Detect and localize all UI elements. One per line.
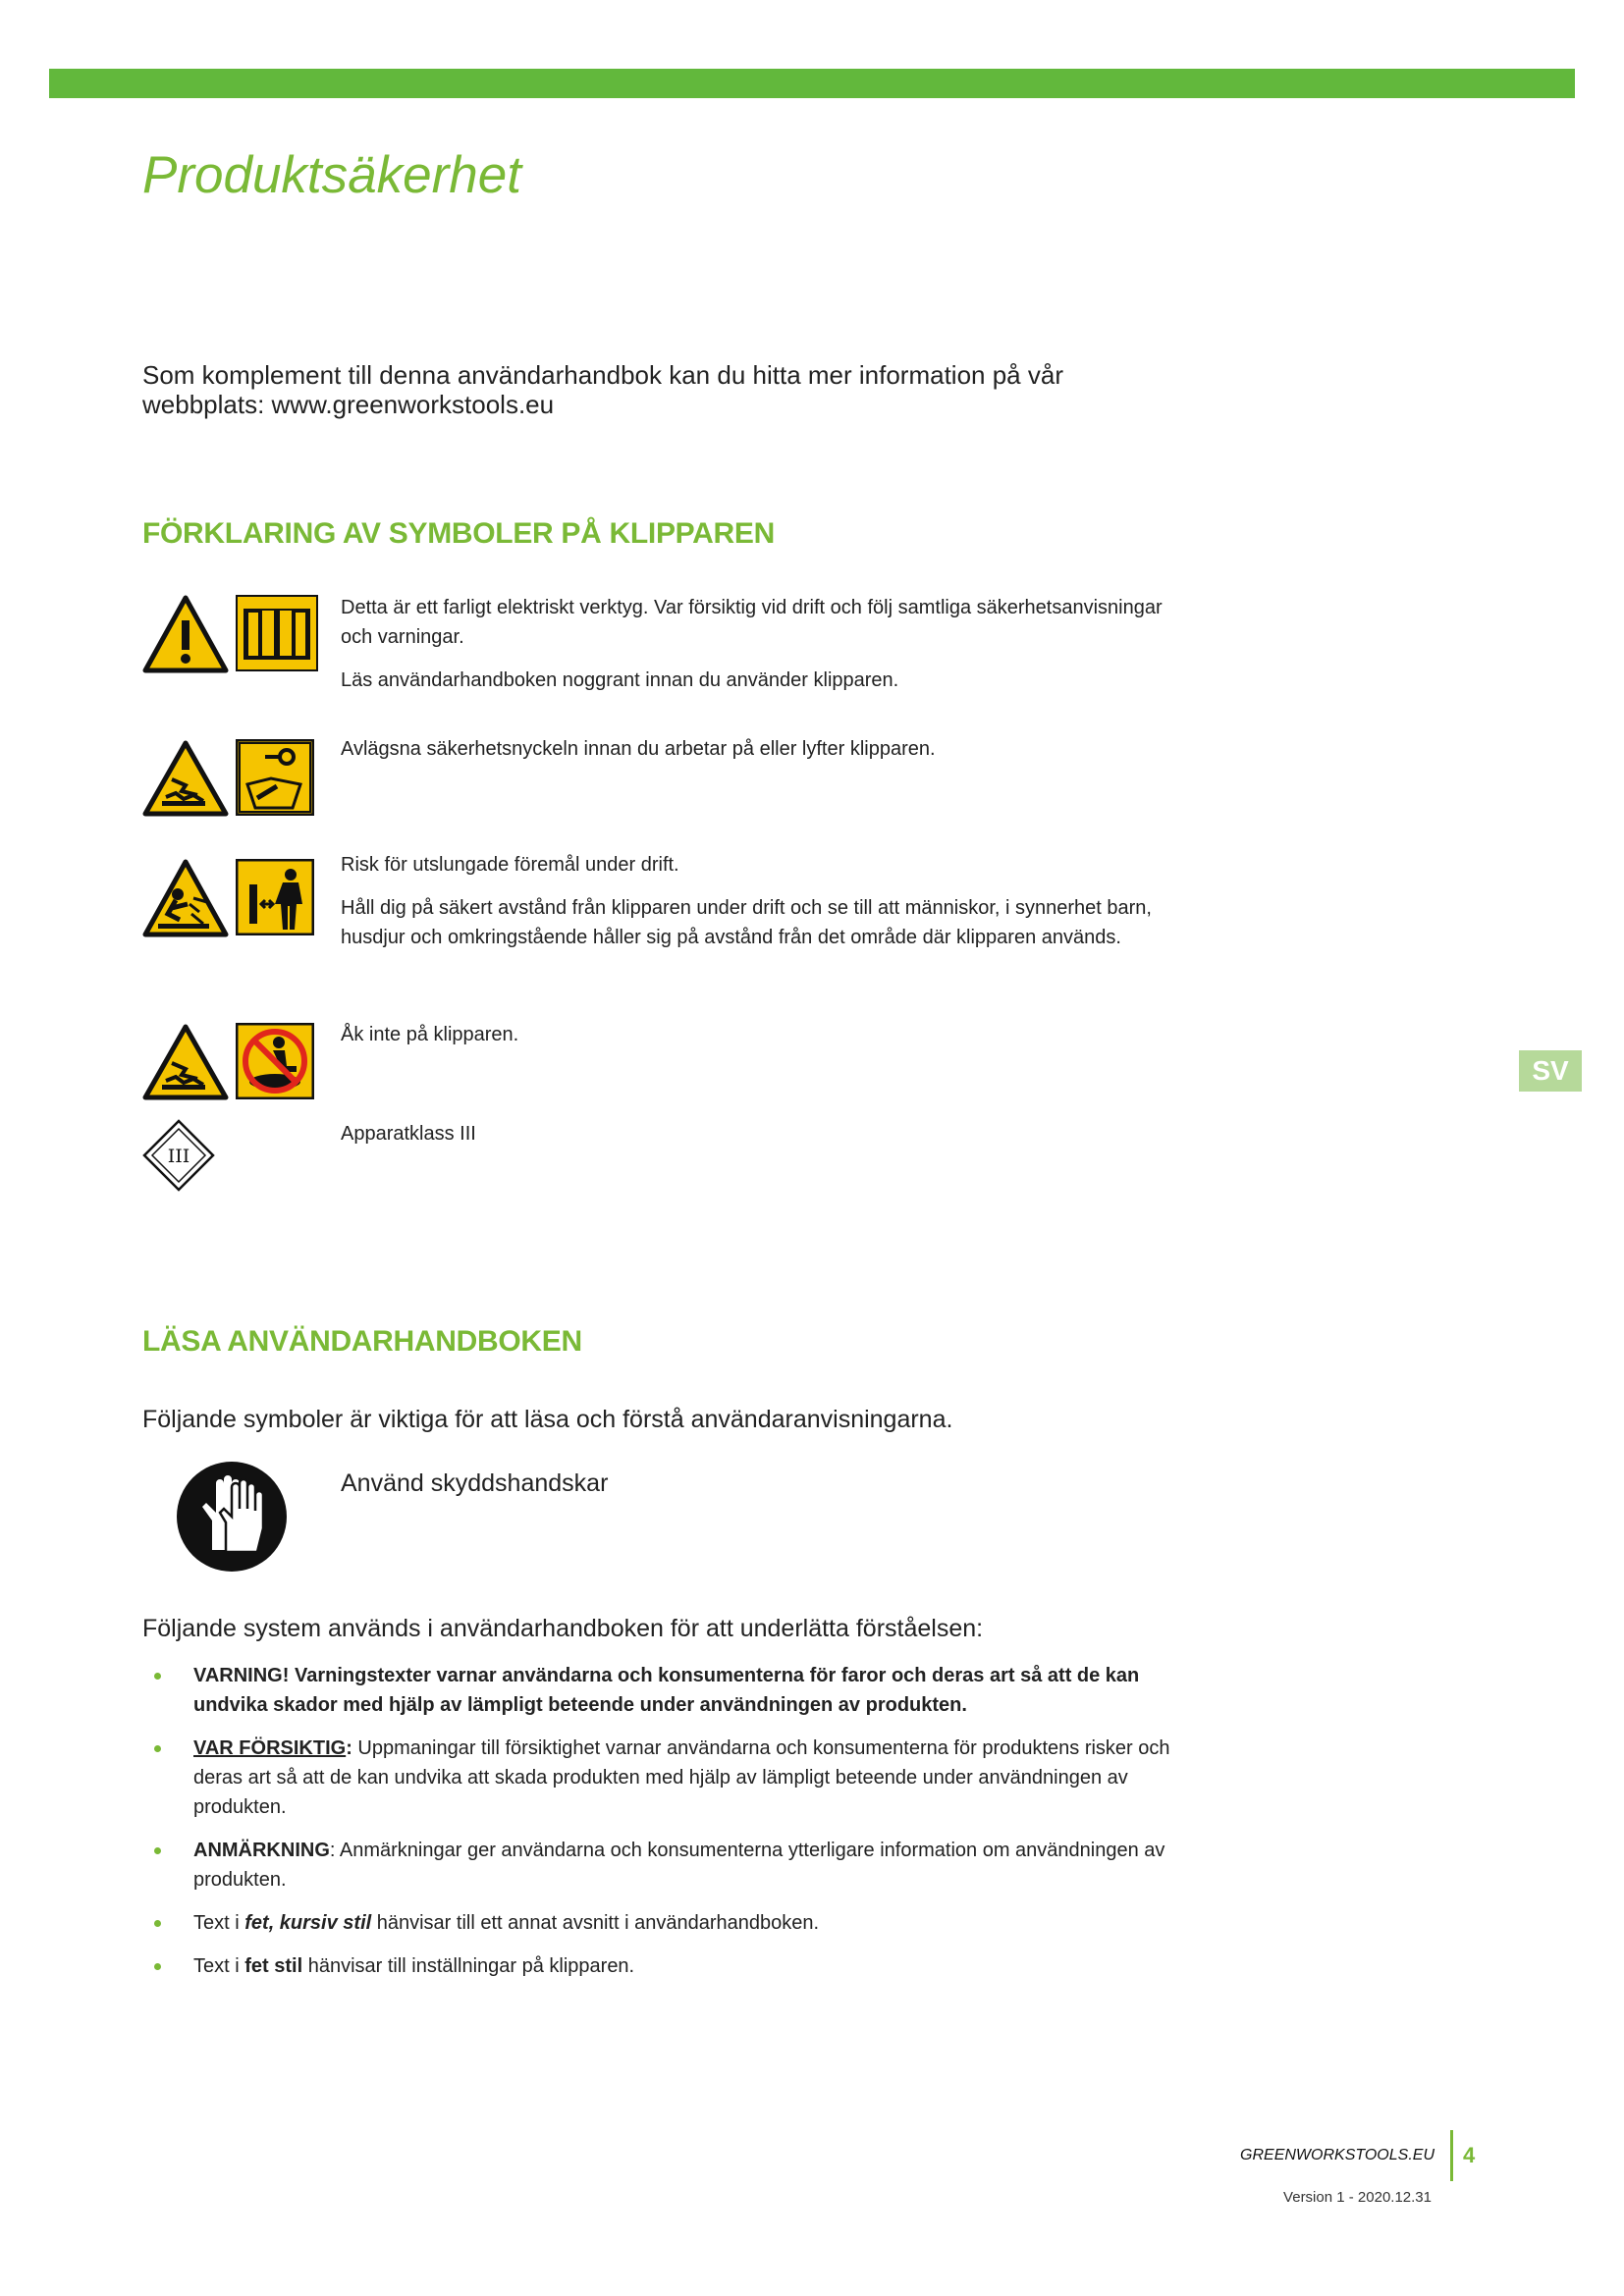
footer-website: GREENWORKSTOOLS.EU [1240,2147,1435,2163]
language-tab: SV [1519,1050,1582,1092]
symbol-description: Läs användarhandboken noggrant innan du använder klipparen. [341,669,899,691]
page-number: 4 [1463,2143,1476,2167]
bullet-dot [154,1963,161,1970]
manual-lead-text: Följande symboler är viktiga för att läsa och förstå användaranvisningarna. [142,1406,953,1433]
symbol-description: Håll dig på säkert avstånd från klipparen under drift och se till att människor, i synnerhet barn, husdjur och omkringstående håller sig på avstånd från det område där klipparen används. [341,897,1152,948]
bullet-dot [154,1847,161,1854]
section-heading-manual: LÄSA ANVÄNDARHANDBOKEN [142,1325,582,1358]
symbol-description: Risk för utslungade föremål under drift. [341,854,679,876]
bold-text: hänvisar till inställningar på klipparen. [302,1955,635,1977]
keep-distance-icon [236,859,314,935]
warning-text: Varningstexter varnar användarna och konsumenterna för faror och deras art så att de kan undvika skador med hjälp av lämpligt beteende under användningen av produkten. [193,1665,1140,1716]
list-item-bold-italic [142,1908,1173,1938]
symbol-description: Avlägsna säkerhetsnyckeln innan du arbetar på eller lyfter klipparen. [341,738,936,760]
top-green-bar [49,69,1575,98]
footer-version: Version 1 - 2020.12.31 [1283,2189,1432,2206]
read-manual-icon [236,595,318,671]
bullet-dot [154,1920,161,1927]
class-iii-label: III [167,1146,190,1167]
bold-emphasis: fet stil [244,1955,303,1977]
convention-list [142,1661,1173,1995]
list-item-bold [142,1951,1173,1981]
symbol-row [142,1119,1173,1198]
warning-triangle-icon [142,595,229,673]
thrown-objects-icon [142,859,229,937]
bold-italic-text: hänvisar till ett annat avsnitt i användarhandboken. [371,1912,820,1934]
caution-text: Uppmaningar till försiktighet varnar användarna och konsumenterna för produktens risker och deras art så att de kan undvika att skada produkten med hjälp av lämpligt beteende under användningen av produkten. [193,1737,1170,1818]
system-lead-text: Följande system används i användarhandboken för att underlätta förståelsen: [142,1615,984,1642]
no-riding-icon [236,1023,314,1099]
warning-label: VARNING [193,1665,283,1686]
section-heading-symbols: FÖRKLARING AV SYMBOLER PÅ KLIPPAREN [142,517,775,550]
symbol-description: Åk inte på klipparen. [341,1024,519,1045]
page-title: Produktsäkerhet [142,146,521,204]
intro-paragraph: Som komplement till denna användarhandbok kan du hitta mer information på vår webbplats: www.greenworkstools.eu [142,360,1063,419]
symbol-row [142,1020,1173,1108]
symbol-description: Detta är ett farligt elektriskt verktyg. Var försiktig vid drift och följ samtliga säkerhetsanvisningar och varningar. [341,597,1163,648]
blade-hazard-icon [142,740,229,817]
footer-divider [1450,2130,1453,2181]
symbol-description: Apparatklass III [341,1123,476,1145]
warning-label-suffix: ! [282,1665,290,1686]
caution-label: VAR FÖRSIKTIG [193,1737,347,1759]
bold-italic-prefix: Text i [193,1912,245,1934]
symbol-row [142,734,1173,823]
bold-prefix: Text i [193,1955,245,1977]
bullet-dot [154,1673,161,1680]
note-label: ANMÄRKNING [193,1840,330,1861]
remove-key-icon [236,739,314,816]
glove-instruction: Använd skyddshandskar [341,1469,609,1497]
caution-label-suffix: : [346,1737,352,1759]
protective-gloves-icon [175,1460,289,1574]
list-item-warning [142,1661,1173,1720]
symbol-row [142,593,1173,691]
bullet-dot [154,1745,161,1752]
bold-italic-emphasis: fet, kursiv stil [244,1912,372,1934]
list-item-note [142,1836,1173,1895]
list-item-caution [142,1734,1173,1822]
blade-hazard-icon [142,1024,229,1100]
class-iii-icon [142,1119,215,1192]
note-text: : Anmärkningar ger användarna och konsumenterna ytterligare information om användningen av produkten. [193,1840,1165,1891]
symbol-row [142,850,1173,997]
